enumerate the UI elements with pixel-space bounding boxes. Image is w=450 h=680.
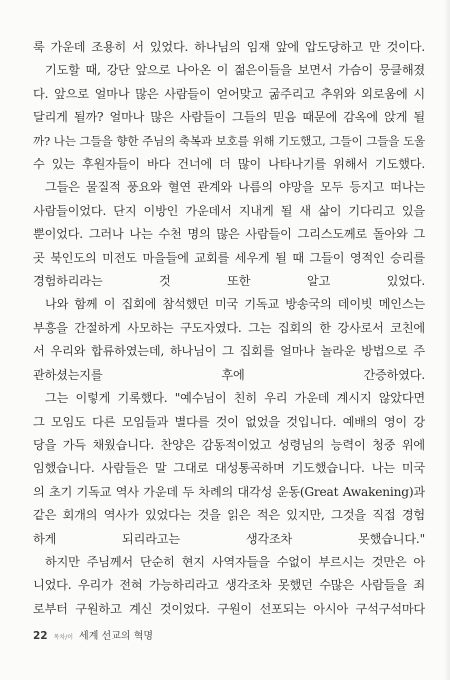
text-line: 그는 이렇게 기록했다. "예수님이 친히 우리 가운데 계시지 않았다면 (45, 391, 425, 406)
paragraph-5 (33, 387, 425, 551)
text-line: 룩 가운데 조용히 서 있었다. 하나님의 임재 앞에 압도당하고 만 것이다. (33, 40, 425, 54)
text-line: 기도할 때, 강단 앞으로 나아온 이 젊은이들을 보면서 가슴이 뭉클해졌 (45, 63, 425, 78)
text-line: 그들은 물질적 풍요와 혈연 관계와 나름의 야망을 모두 등지고 떠나는 (45, 180, 425, 195)
text-line: 같은 회개의 역사가 있었다는 것을 읽은 적은 있지만, 그것을 직접 경험 (33, 508, 425, 523)
page-footer (33, 627, 153, 642)
text-line: 서 우리와 합류하였는데, 하나님이 그 집회를 얼마나 놀라운 방법으로 주 (33, 344, 425, 359)
text-line: 수 있는 후원자들이 바다 건너에 더 많이 나타나기를 위해서 기도했다. (33, 157, 425, 172)
paragraph-1 (33, 36, 425, 59)
text-line: 당을 가득 채웠습니다. 찬양은 감동적이었고 성령님의 능력이 청중 위에 (33, 437, 425, 452)
paragraph-4 (33, 293, 425, 387)
paragraph-6 (33, 551, 425, 621)
text-line: 하지만 주님께서 단순히 현지 사역자들을 수없이 부르시는 것만은 아 (45, 554, 425, 569)
body-text (33, 36, 425, 621)
text-line: 까? 나는 그들을 향한 주님의 축복과 보호를 위해 기도했고, 그들이 그들을 도울 (33, 133, 425, 148)
text-line: 달리게 될까? 얼마나 많은 사람들이 그들의 믿음 때문에 감옥에 앉게 될 (33, 110, 425, 125)
paragraph-3 (33, 176, 425, 293)
text-line: 하게 되리라고는 생각조차 못했습니다." (33, 531, 425, 546)
running-title: 세계 선교의 혁명 (79, 631, 154, 642)
text-line: 나와 함께 이 집회에 참석했던 미국 기독교 방송국의 데이빗 메인스는 (45, 297, 425, 312)
text-line: 다. 앞으로 얼마나 많은 사람들이 얻어맞고 굶주리고 추위와 외로움에 시 (33, 86, 425, 101)
text-line: 임했습니다. 사람들은 말 그대로 대성통곡하며 기도했습니다. 나는 미국 (33, 461, 425, 476)
paragraph-2 (33, 59, 425, 176)
page-number: 22 (33, 630, 48, 642)
text-line: 부흥을 간절하게 사모하는 구도자였다. 그는 집회의 한 강사로서 코친에 (33, 320, 425, 335)
text-line: 니었다. 우리가 전혀 가능하리라고 생각조차 못했던 수많은 사람들을 죄 (33, 578, 425, 593)
text-line: 사람들이었다. 단지 이방인 가운데서 지내게 될 새 삶이 기다리고 있을 (33, 203, 425, 218)
text-line: 뿐이었다. 그러나 나는 수천 명의 많은 사람들이 그리스도께로 돌아와 그 (33, 227, 425, 242)
text-line: 경험하리라는 것 또한 알고 있었다. (33, 274, 425, 289)
text-line: 그 모임도 다른 모임들과 별다를 것이 없었을 것입니다. 예배의 영이 강 (33, 414, 425, 429)
text-line: 로부터 구원하고 계신 것이었다. 구원이 선포되는 아시아 구석구석마다 (33, 601, 425, 616)
text-line: 곳 북인도의 미전도 마을들에 교회를 세우게 될 때 그들이 영적인 승리를 (33, 250, 425, 265)
text-line: 관하셨는지를 후에 간증하였다. (33, 367, 425, 382)
page-edge-shadow (444, 0, 450, 680)
text-line: 의 초기 기독교 역사 가운데 두 차례의 대각성 운동(Great Awakening)과 (33, 484, 425, 499)
footer-mark: 목차/이 (53, 634, 74, 641)
